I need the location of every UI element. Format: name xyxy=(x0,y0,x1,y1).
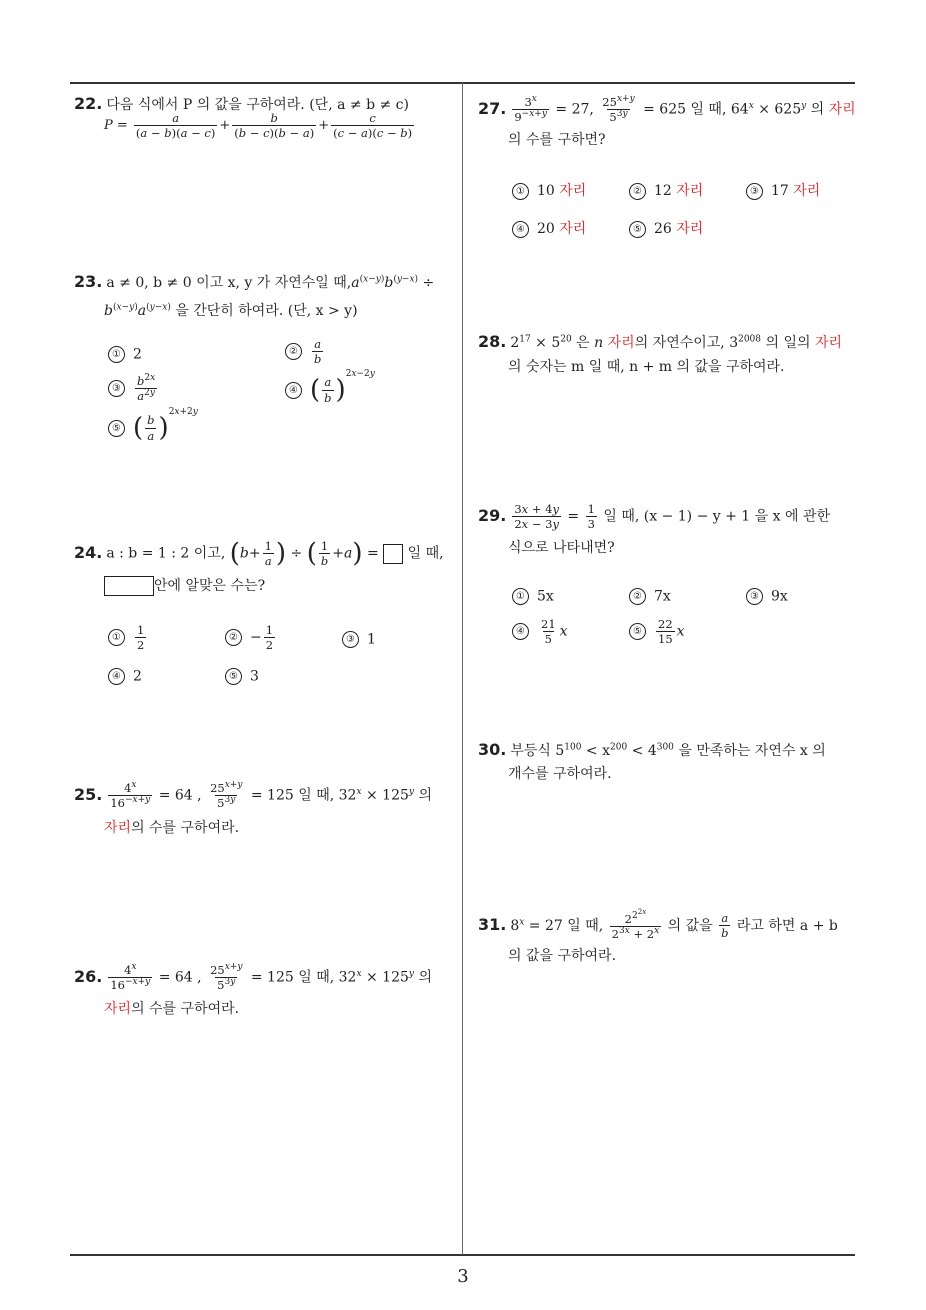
question-number: 31. xyxy=(478,914,507,934)
question-26-line2: 자리의 수를 구하여라. xyxy=(104,1001,240,1017)
question-number: 30. xyxy=(478,740,507,759)
choice-27-1[interactable]: ① 10 자리 xyxy=(512,180,586,200)
question-27-line2: 의 수를 구하면? xyxy=(508,132,606,148)
question-number: 29. xyxy=(478,505,507,525)
question-22-formula: P = $\frac{a}{(a - b)(a - c)}$ + $\frac{b}{(b - c)(b - a)}$ + $\frac{c}{(c - a)(c - b)}$ xyxy=(104,111,413,141)
question-25: 25. $\frac{4^x}{16^{-x+y}}$ = 64 , $\frac{25^{x+y}}{5^{3y}}$ = 125 일 때, $32^x \times 125^y$ 의 xyxy=(74,780,432,811)
question-31: 31. 8$^x$ = 27 일 때, $\frac{2^{2^{2x}}}{2^{3x} + 2^x}$ 의 값을 $\frac{a}{b}$ 라고 하면 a + b xyxy=(478,908,838,941)
question-text-2: 을 간단히 하여라. (단, x > y) xyxy=(175,303,358,319)
question-30-line2: 개수를 구하여라. xyxy=(508,766,612,782)
column-divider xyxy=(462,82,463,1255)
choice-27-5[interactable]: ⑤ 26 자리 xyxy=(629,218,703,238)
choice-27-2[interactable]: ② 12 자리 xyxy=(629,180,703,200)
question-31-line2: 의 값을 구하여라. xyxy=(508,948,617,964)
question-text: 다음 식에서 P 의 값을 구하여라. (단, a ≠ b ≠ c) xyxy=(106,97,409,113)
question-text: a ≠ 0, b ≠ 0 이고 x, y 가 자연수일 때, xyxy=(106,275,352,291)
question-number: 22. xyxy=(74,94,103,113)
question-number: 24. xyxy=(74,542,103,562)
question-26: 26. $\frac{4^x}{16^{-x+y}}$ = 64 , $\frac{25^{x+y}}{5^{3y}}$ = 125 일 때, $32^x \times 125^y$ 의 xyxy=(74,962,432,993)
choice-23-1[interactable]: ① 2 xyxy=(108,346,142,363)
question-number: 23. xyxy=(74,272,103,291)
choice-29-2[interactable]: ② 7x xyxy=(629,588,671,605)
answer-box-wide[interactable] xyxy=(104,576,154,596)
choice-24-2[interactable]: ② − $\frac{1}{2}$ xyxy=(225,624,277,651)
question-29: 29. $\frac{3x + 4y}{2x - 3y}$ = $\frac{1}{3}$ 일 때, (x − 1) − y + 1 을 x 에 관한 xyxy=(478,502,830,532)
choice-29-3[interactable]: ③ 9x xyxy=(746,588,788,605)
question-23: 23. a ≠ 0, b ≠ 0 이고 x, y 가 자연수일 때$,a^{(x-y)}b^{(y-x)}$ ÷ $b^{(x-y)}a^{(y-x)}$ 을 간단히 하여라. (단, x > y) xyxy=(74,272,435,319)
question-28: 28. $2^{17} \times 5^{20}$ 은 n 자리의 자연수이고, $3^{2008}$ 의 일의 자리 xyxy=(478,332,843,351)
choice-29-5[interactable]: ⑤ $\frac{22}{15}$ x xyxy=(629,618,685,645)
answer-box[interactable] xyxy=(383,544,403,564)
choice-24-4[interactable]: ④ 2 xyxy=(108,668,142,685)
question-number: 27. xyxy=(478,98,507,118)
choice-23-3[interactable]: ③ $\frac{b^{2x}}{a^{2y}}$ xyxy=(108,375,159,402)
choice-23-4[interactable]: ④ ( $\frac{a}{b}$ )$^{2x-2y}$ xyxy=(285,374,375,404)
choice-29-4[interactable]: ④ $\frac{21}{5}$ x xyxy=(512,618,568,645)
question-number: 28. xyxy=(478,332,507,351)
question-number: 25. xyxy=(74,784,103,804)
choice-29-1[interactable]: ① 5x xyxy=(512,588,554,605)
question-25-line2: 자리의 수를 구하여라. xyxy=(104,820,240,836)
choice-27-3[interactable]: ③ 17 자리 xyxy=(746,180,820,200)
question-29-line2: 식으로 나타내면? xyxy=(508,540,615,556)
page-number: 3 xyxy=(457,1266,469,1287)
question-text: a : b = 1 : 2 이고, xyxy=(106,545,226,562)
choice-24-1[interactable]: ① $\frac{1}{2}$ xyxy=(108,624,148,651)
question-24: 24. a : b = 1 : 2 이고, (b+ $\frac{1}{a}$ ) ÷ ( $\frac{1}{b}$ +a) = 일 때, xyxy=(74,538,444,569)
question-number: 26. xyxy=(74,966,103,986)
question-30: 30. 부등식 $5^{100} < x^{200} < 4^{300}$ 을 만족하는 자연수 x 의 xyxy=(478,740,826,759)
question-27: 27. $\frac{3^x}{9^{-x+y}}$ = 27, $\frac{25^{x+y}}{5^{3y}}$ = 625 일 때, $64^x \times 625^y$ 의 자리 xyxy=(478,94,856,125)
question-28-line2: 의 숫자는 m 일 때, n + m 의 값을 구하여라. xyxy=(508,359,785,375)
choice-23-5[interactable]: ⑤ ( $\frac{b}{a}$ )$^{2x+2y}$ xyxy=(108,412,198,442)
choice-24-5[interactable]: ⑤ 3 xyxy=(225,668,259,685)
choice-23-2[interactable]: ② $\frac{a}{b}$ xyxy=(285,338,325,365)
choice-24-3[interactable]: ③ 1 xyxy=(342,631,376,648)
choice-27-4[interactable]: ④ 20 자리 xyxy=(512,218,586,238)
question-24-line2: 안에 알맞은 수는? xyxy=(104,576,265,597)
